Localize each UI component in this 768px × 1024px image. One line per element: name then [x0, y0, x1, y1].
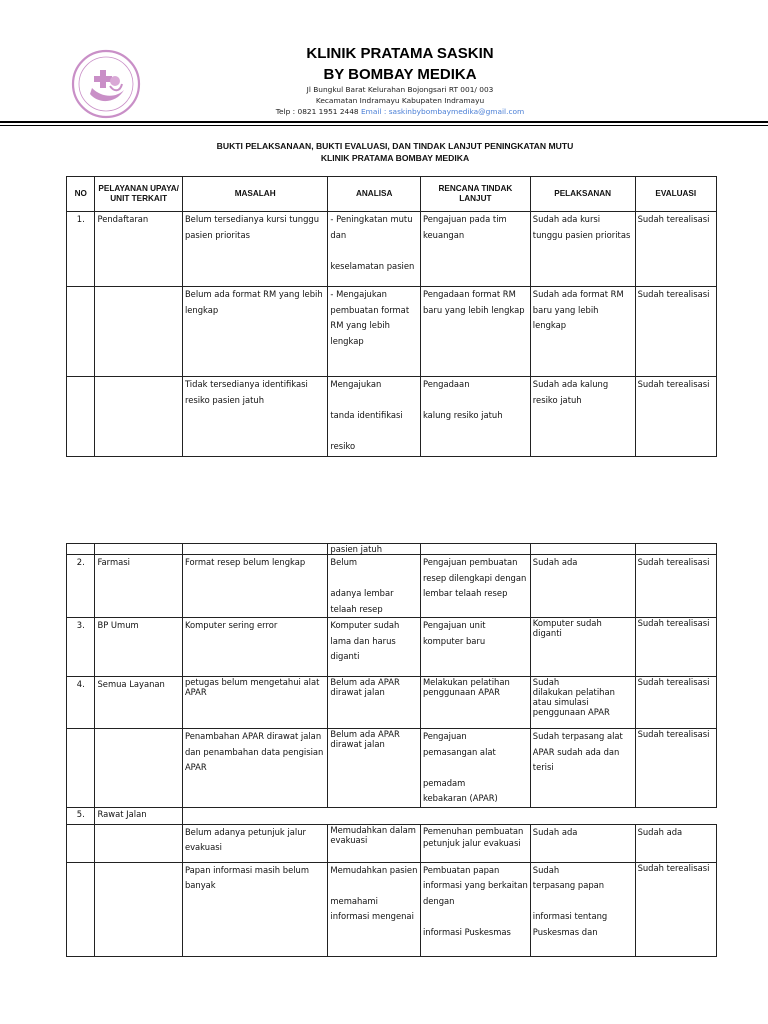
cell-unit	[95, 824, 182, 862]
cell-unit: Semua Layanan	[95, 677, 182, 729]
cell-pelaksanan	[530, 544, 635, 555]
cell-rencana: Pengajuan pada tim keuangan	[420, 212, 530, 287]
cell-rencana	[420, 544, 530, 555]
address-line1: Jl Bungkul Barat Kelurahan Bojongsari RT 001/ 003	[306, 85, 494, 94]
cell-no	[67, 729, 95, 808]
cell-rencana: Melakukan pelatihan penggunaan APAR	[420, 677, 530, 729]
cell-masalah: Komputer sering error	[182, 618, 327, 677]
cell-evaluasi: Sudah terealisasi	[635, 377, 716, 457]
document-title-line1: BUKTI PELAKSANAAN, BUKTI EVALUASI, DAN TINDAK LANJUT PENINGKATAN MUTU	[216, 141, 574, 151]
cell-masalah: Belum ada format RM yang lebih lengkap	[182, 287, 327, 377]
contact-line	[230, 106, 570, 117]
cell-evaluasi: Sudah terealisasi	[635, 729, 716, 808]
table-row	[67, 287, 717, 377]
table-row	[67, 862, 717, 956]
cell-unit	[95, 862, 182, 956]
cell-analisa: Mengajukan tanda identifikasi resiko	[328, 377, 421, 457]
cell-no: 5.	[67, 807, 95, 824]
document-title-line2: KLINIK PRATAMA BOMBAY MEDIKA	[320, 153, 470, 163]
cell-evaluasi: Sudah terealisasi	[635, 555, 716, 618]
cell-pelaksanan: Sudah ada format RM baru yang lebih lengkap	[530, 287, 635, 377]
cell-masalah: Format resep belum lengkap	[182, 555, 327, 618]
table-row	[67, 677, 717, 729]
cell-pelaksanan: Sudah terpasang papan informasi tentang Puskesmas dan	[530, 862, 635, 956]
clinic-name-line2: BY BOMBAY MEDIKA	[323, 66, 477, 83]
cell-masalah: Belum tersedianya kursi tunggu pasien prioritas	[182, 212, 327, 287]
table-header-row	[67, 177, 717, 212]
cell-evaluasi	[635, 544, 716, 555]
cell-no	[67, 377, 95, 457]
cell-masalah	[182, 544, 327, 555]
col-header-analisa: ANALISA	[328, 177, 421, 212]
cell-rencana: Pengadaan kalung resiko jatuh	[420, 377, 530, 457]
cell-unit	[95, 377, 182, 457]
cell-analisa: Memudahkan pasien memahami informasi mengenai	[328, 862, 421, 956]
cell-masalah: petugas belum mengetahui alat APAR	[182, 677, 327, 729]
cell-rencana: Pembuatan papan informasi yang berkaitan dengan informasi Puskesmas	[420, 862, 530, 956]
cell-no	[67, 544, 95, 555]
cell-no	[67, 287, 95, 377]
col-header-rencana: RENCANA TINDAK LANJUT	[420, 177, 530, 212]
cell-no: 3.	[67, 618, 95, 677]
address-line2: Kecamatan Indramayu Kabupaten Indramayu	[315, 96, 485, 105]
cell-evaluasi: Sudah terealisasi	[635, 287, 716, 377]
cell-unit	[95, 729, 182, 808]
cell-empty-span	[182, 807, 716, 824]
table-row	[67, 729, 717, 808]
cell-pelaksanan: Sudah dilakukan pelatihan atau simulasi penggunaan APAR	[530, 677, 635, 729]
cell-analisa: Belum adanya lembar telaah resep	[328, 555, 421, 618]
quality-table-part1	[66, 176, 717, 457]
cell-analisa: - Mengajukan pembuatan format RM yang lebih lengkap	[328, 287, 421, 377]
cell-evaluasi: Sudah terealisasi	[635, 212, 716, 287]
cell-masalah: Belum adanya petunjuk jalur evakuasi	[182, 824, 327, 862]
cell-analisa: Belum ada APAR dirawat jalan	[328, 677, 421, 729]
cell-masalah: Papan informasi masih belum banyak	[182, 862, 327, 956]
cell-analisa: Komputer sudah lama dan harus diganti	[328, 618, 421, 677]
clinic-name-line1: KLINIK PRATAMA SASKIN	[306, 45, 494, 62]
cell-rencana: Pengadaan format RM baru yang lebih lengkap	[420, 287, 530, 377]
cell-unit: BP Umum	[95, 618, 182, 677]
quality-table-part2	[66, 543, 717, 957]
cell-masalah: Penambahan APAR dirawat jalan dan penambahan data pengisian APAR	[182, 729, 327, 808]
cell-pelaksanan: Komputer sudah diganti	[530, 618, 635, 677]
cell-unit	[95, 544, 182, 555]
cell-analisa: - Peningkatan mutu dan keselamatan pasien	[328, 212, 421, 287]
cell-rencana: Pengajuan unit komputer baru	[420, 618, 530, 677]
cell-unit: Pendaftaran	[95, 212, 182, 287]
cell-evaluasi: Sudah terealisasi	[635, 862, 716, 956]
cell-pelaksanan: Sudah ada	[530, 555, 635, 618]
email-link[interactable]: Email : saskinbybombaymedika@gmail.com	[361, 107, 525, 116]
cell-analisa: Belum ada APAR dirawat jalan	[328, 729, 421, 808]
cell-no	[67, 862, 95, 956]
col-header-evaluasi: EVALUASI	[635, 177, 716, 212]
cell-no	[67, 824, 95, 862]
cell-pelaksanan: Sudah ada	[530, 824, 635, 862]
table-row	[67, 618, 717, 677]
table-row	[67, 555, 717, 618]
clinic-logo	[70, 48, 142, 120]
table-row	[67, 807, 717, 824]
cell-rencana: Pemenuhan pembuatan petunjuk jalur evakuasi	[420, 824, 530, 862]
table-row	[67, 377, 717, 457]
header-rule-thick	[0, 121, 768, 123]
cell-pelaksanan: Sudah ada kursi tunggu pasien prioritas	[530, 212, 635, 287]
cell-analisa: Memudahkan dalam evakuasi	[328, 824, 421, 862]
cell-unit	[95, 287, 182, 377]
cell-masalah: Tidak tersedianya identifikasi resiko pasien jatuh	[182, 377, 327, 457]
cell-rencana: Pengajuan pemasangan alat pemadam kebakaran (APAR)	[420, 729, 530, 808]
cell-unit: Farmasi	[95, 555, 182, 618]
cell-unit: Rawat Jalan	[95, 807, 182, 824]
cell-pelaksanan: Sudah ada kalung resiko jatuh	[530, 377, 635, 457]
table-row	[67, 824, 717, 862]
table-row	[67, 544, 717, 555]
col-header-masalah: MASALAH	[182, 177, 327, 212]
cell-no: 4.	[67, 677, 95, 729]
cell-evaluasi: Sudah terealisasi	[635, 618, 716, 677]
col-header-unit: PELAYANAN UPAYA/ UNIT TERKAIT	[95, 177, 182, 212]
cell-pelaksanan: Sudah terpasang alat APAR sudah ada dan terisi	[530, 729, 635, 808]
col-header-no: NO	[67, 177, 95, 212]
telp-text: Telp : 0821 1951 2448	[275, 107, 359, 116]
table-row	[67, 212, 717, 287]
header-rule-thin	[0, 125, 768, 126]
cell-rencana: Pengajuan pembuatan resep dilengkapi dengan lembar telaah resep	[420, 555, 530, 618]
cell-evaluasi: Sudah ada	[635, 824, 716, 862]
cell-no: 2.	[67, 555, 95, 618]
cell-analisa: pasien jatuh	[328, 544, 421, 555]
cell-evaluasi: Sudah terealisasi	[635, 677, 716, 729]
col-header-pelaksanan: PELAKSANAN	[530, 177, 635, 212]
cell-no: 1.	[67, 212, 95, 287]
